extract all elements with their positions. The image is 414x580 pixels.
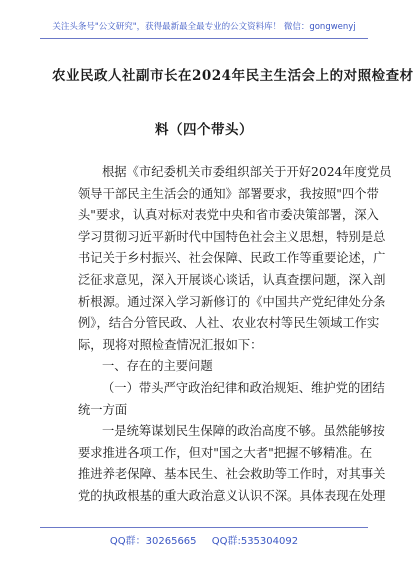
body-line: 统一方面 <box>78 402 128 417</box>
footer-qq-group-2: QQ群:535304092 <box>211 536 299 547</box>
footer-divider <box>40 527 368 528</box>
body-line: 要求推进各项工作，但对"国之大者"把握不够精准。在 <box>78 445 373 460</box>
body-line: 推进养老保障、基本民生、社会救助等工作时，对其事关 <box>78 467 386 482</box>
body-line: 泛征求意见，深入开展谈心谈话，认真查摆问题，深入剖 <box>78 272 386 287</box>
body-line: 党的执政根基的重大政治意义认识不深。具体表现在处理 <box>78 488 386 503</box>
header-divider <box>40 38 368 39</box>
body-line: 析根源。通过深入学习新修订的《中国共产党纪律处分条 <box>78 294 386 309</box>
body-line: 书记关于乡村振兴、社会保障、民政工作等重要论述，广 <box>78 251 386 266</box>
body-line: 学习贯彻习近平新时代中国特色社会主义思想，特别是总 <box>78 229 386 244</box>
body-line: （一）带头严守政治纪律和政治规矩、维护党的团结 <box>102 380 385 395</box>
document-body <box>78 162 392 508</box>
body-line: 根据《市纪委机关市委组织部关于开好2024年度党员 <box>102 165 392 179</box>
body-line: 例》，结合分管民政、人社、农业农村等民生领域工作实 <box>78 316 380 331</box>
body-line: 际，现将对照检查情况汇报如下： <box>78 337 263 352</box>
body-line: 领导干部民主生活会的通知》部署要求，我按照"四个带 <box>78 186 379 201</box>
document-title-line-1: 农业民政人社副市长在2024年民主生活会上的对照检查材 <box>52 68 414 84</box>
body-line: 头"要求，认真对标对表党中央和省市委决策部署，深入 <box>78 208 379 223</box>
footer <box>0 532 408 547</box>
footer-qq-group-1: QQ群：30265665 <box>109 536 197 547</box>
header-note: 关注头条号"公文研究"，获得最新最全最专业的公文资料库！ 微信：gongwenyj <box>52 22 356 32</box>
body-line: 一、存在的主要问题 <box>102 359 213 374</box>
document-title-line-2: 料（四个带头） <box>155 122 253 138</box>
body-line: 一是统筹谋划民生保障的政治高度不够。虽然能够按 <box>102 424 385 439</box>
